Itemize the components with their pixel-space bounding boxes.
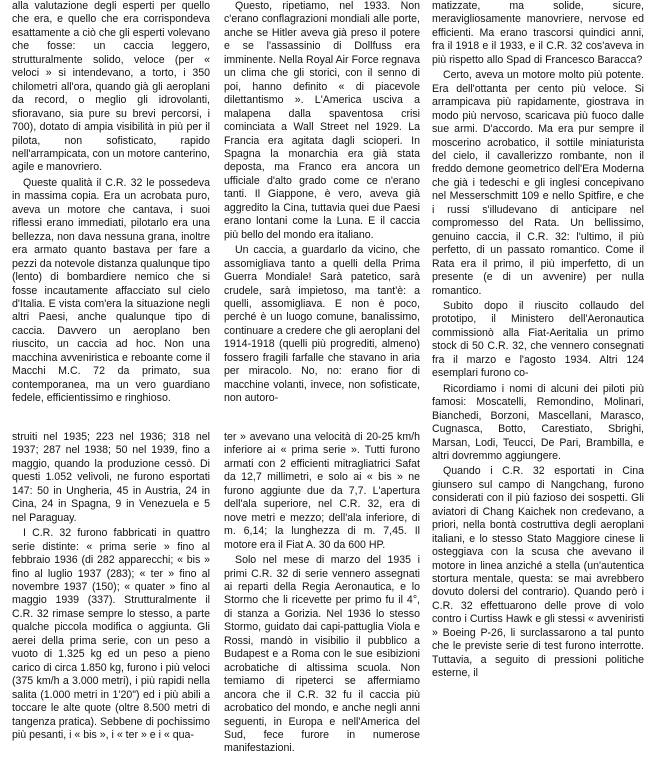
column-2 xyxy=(224,0,420,406)
paragraph: Ricordiamo i nomi di alcuni dei piloti più famosi: Moscatelli, Remondino, Molinari, Bianchedi, Borzoni, Mascellani, Marasco, Cugnasca, Botto, Carestiato, Sbrighi, Marsan, Lodi, Teucci, De Pari, Brambilla, e altri dovremmo aggiungere. xyxy=(432,382,644,462)
paragraph: Un caccia, a guardarlo da vicino, che assomigliava tanto a quelli della Prima Guerra Mondiale! Sarà patetico, sarà crudele, sarà impietoso, ma tant'è: a quelli, assomigliava. E non è poco, perché è un luogo comune, banalissimo, continuare a credere che gli aeroplani del 1914-1918 (quelli più progrediti, almeno) fossero fragili farfalle che stavano in aria per miracolo. No, no: erano fior di macchine volanti, invece, non sofisticate, non autoro- xyxy=(224,244,420,405)
paragraph: Questo, ripetiamo, nel 1933. Non c'erano conflagrazioni mondiali alle porte, anche se Hitler aveva già preso il potere e se l'assassinio di Dollfuss era imminente. Nella Royal Air Force regnava un clima che gli storici, con il senno di poi, hanno definito « di piacevole dilettantismo ». L'America usciva a malapena dalla spaventosa crisi cominciata a Wall Street nel 1929. La Francia era agitata dagli scioperi. In Spagna la monarchia era già stata deposta, ma Franco era ancora un ufficiale d'alto grado come ce n'erano tanti. Il Giappone, è vero, aveva già aggredito la Cina, tuttavia quei due Paesi erano lontani come la Luna. E il caccia più bello del mondo era italiano. xyxy=(224,0,420,241)
paragraph: alla valutazione degli esperti per quello che era, e quello che era corrispondeva esattamente a ciò che gli esperti volevano che fosse: un caccia leggero, strutturalmente solido, veloce (per « veloci » si intendevano, a torto, i 350 chilometri all'ora, quando già gli aeroplani da record, o meglio gli idrovolanti, sfioravano, sia pure su brevi percorsi, i 700), dotato di ampia visibilità in più per il pilota, non sofisticato, rapido nell'arrampicata, con un motore canterino, agile e manovriero. xyxy=(12,0,210,174)
column-1-bottom xyxy=(12,431,210,742)
paragraph: Solo nel mese di marzo del 1935 i primi C.R. 32 di serie vennero assegnati ai reparti della Regia Aeronautica, e lo Stormo che li ricevette per primo fu il 4°, di stanza a Gorizia. Nel 1936 lo stesso Stormo, guidato dai capi-pattuglia Viola e Rossi, mandò in visibilio il pubblico a Budapest e a Roma con le sue esibizioni acrobatiche di altissima scuola. Non temiamo di ripeterci se affermiamo ancora che il C.R. 32 fu il caccia più acrobatico del mondo, e anche negli anni seguenti, in Europa e nell'America del Sud, fece furore in numerose manifestazioni. xyxy=(224,554,420,755)
column-2-bottom xyxy=(224,431,420,756)
paragraph: Subito dopo il riuscito collaudo del prototipo, il Ministero dell'Aeronautica commissionò alla Fiat-Aeritalia un primo stock di 50 C.R. 32, che vennero consegnati fra il marzo e l'agosto 1934. Altri 124 esemplari furono co- xyxy=(432,299,644,380)
paragraph: Queste qualità il C.R. 32 le possedeva in massima copia. Era un acrobata puro, aveva un motore che cantava, i suoi riflessi erano immediati, pilotarlo era una bellezza, non dava nessuna grana, inoltre era armato quanto bastava per fare a pezzi da notevole distanza qualunque tipo (lento) di bombardiere nemico che si fosse incautamente affacciato sul cielo d'Italia. E vista com'era la situazione negli altri Paesi, anche qualunque tipo di caccia. Davvero un aeroplano ben riuscito, un caccia ad hoc. Non una macchina avveniristica e reboante come il Macchi M.C. 72 da primato, sua contemporanea, ma un vero guardiano fedele, efficientissimo e ringhioso. xyxy=(12,176,210,405)
paragraph: Certo, aveva un motore molto più potente. Era dell'ottanta per cento più veloce. Si arrampicava più rapidamente, giostrava in modo più nervoso, scaricava più fuoco dalle sue armi. D'accordo. Ma era pur sempre il moscerino acrobatico, il sottile miniaturista del cielo, il cavallerizzo rombante, non il freddo demone geometrico dell'Era Moderna che già i tedeschi e gli inglesi concepivano nel Messerschmitt 109 e nello Spitfire, e che i russi s'illudevano di anticipare nel compromesso del Rata. Un bellissimo, genuino caccia, il C.R. 32: l'ultimo, il più perfetto, di un passato romantico. Come il Rata era il primo, il più imperfetto, di un presente (e di un avvenire) per nulla romantico. xyxy=(432,69,644,297)
column-1-top xyxy=(12,0,210,406)
paragraph: ter » avevano una velocità di 20-25 km/h inferiore ai « prima serie ». Tutti furono armati con 2 efficienti mitragliatrici Safat da 12,7 millimetri, e solo ai « bis » ne furono aggiunte due da 7,7. L'apertura dell'ala superiore, nel C.R. 32, era di nove metri e mezzo; dell'ala inferiore, di m. 6,14; la lunghezza di m. 7,45. Il motore era il Fiat A. 30 da 600 HP. xyxy=(224,431,420,551)
paragraph: I C.R. 32 furono fabbricati in quattro serie distinte: « prima serie » fino al febbraio 1936 (di 282 apparecchi; « bis » fino al luglio 1937 (283); « ter » fino al novembre 1937 (150); « quater » fino al maggio 1939 (337). Strutturalmente il C.R. 32 rimase sempre lo stesso, a parte qualche piccola modifica o aggiunta. Gli aerei della prima serie, con un peso a vuoto di 1.325 kg ed un peso a pieno carico di circa 1.850 kg, furono i più veloci (375 km/h a 3.000 metri), i più rapidi nella salita (1.000 metri in 1'20") ed i più abili a toccare le alte quote (oltre 8.500 metri di tangenza pratica). Sebbene di pochissimo più pesanti, i « bis », i « ter » e i « qua- xyxy=(12,527,210,741)
paragraph: Quando i C.R. 32 esportati in Cina giunsero sul campo di Nangchang, furono considerati con il più fazioso dei sospetti. Gli aviatori di Chang Kaichek non credevano, a priori, nella bontà costruttiva degli aeroplani italiani, e lo stesso Stato Maggiore cinese li osteggiava con la scusa che avevano il motore in linea anziché a stella (un'autentica stortura mentale, questa: se mai avrebbero dovuto dolersi del contrario). Quando però i C.R. 32 effettuarono delle prove di volo contro i Curtiss Hawk e gli stessi « avveniristi » Boeing P-26, li surclassarono a tal punto che le previste serie di test furono interrotte. Tuttavia, a seguito di pressioni politiche esterne, il xyxy=(432,465,644,680)
paragraph: struiti nel 1935; 223 nel 1936; 318 nel 1937; 287 nel 1938; 50 nel 1939, fino a maggio, quando la produzione cessò. Di questi 1.052 velivoli, ne furono esportati 147: 50 in Ungheria, 45 in Austria, 24 in Cina, 24 in Spagna, 9 in Venezuela e 5 nel Paraguay. xyxy=(12,431,210,524)
column-3 xyxy=(432,0,644,681)
paragraph: matizzate, ma solide, sicure, meravigliosamente manovriere, nervose ed efficienti. Ma erano trascorsi quindici anni, fra il 1918 e il 1933, e il C.R. 32 cos'aveva in più rispetto allo Spad di Francesco Baracca? xyxy=(432,0,644,66)
